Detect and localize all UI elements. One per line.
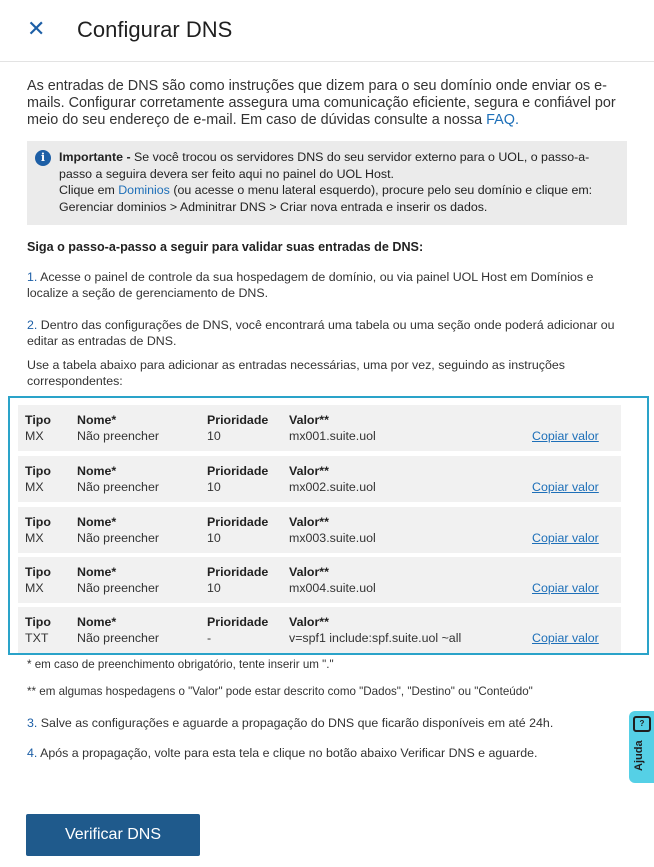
help-tab[interactable] [629,711,654,783]
table-row: Tipo Nome* Prioridade Valor** MX Não preencher 10 mx002.suite.uol Copiar valor [18,456,621,502]
table-row: Tipo Nome* Prioridade Valor** TXT Não preencher - v=spf1 include:spf.suite.uol ~all Copiar valor [18,607,621,653]
chat-help-icon: ? [633,716,651,732]
important-notice: i Importante - Se você trocou os servidores DNS do seu servidor externo para o UOL, o passo-a-passo a seguira devera ser feito aqui no painel do UOL Host. Clique em Dominios (ou acesse o menu lateral esquerdo), procure pelo seu domínio e clique em: Gerenciar dominios > Adminitrar DNS > Criar nova entrada e inserir os dados. [27,141,627,225]
close-icon[interactable]: ✕ [27,16,46,41]
footnote-2: ** em algumas hospedagens o "Valor" pode estar descrito como "Dados", "Destino" ou "Conteúdo" [27,685,533,698]
help-label: Ajuda [633,740,645,771]
copy-value-link[interactable]: Copiar valor [532,631,599,645]
intro-text: As entradas de DNS são como instruções que dizem para o seu domínio onde enviar os e-mails. Configurar corretamente assegura uma comunicação eficiente, segura e confiável por meio do seu endereço de e-mail. Em caso de dúvidas consulte a nossa FAQ. [27,78,616,128]
steps-heading: Siga o passo-a-passo a seguir para validar suas entradas de DNS: [27,240,424,254]
step-1: 1. Acesse o painel de controle da sua hospedagem de domínio, ou via painel UOL Host em Domínios e localize a seção de gerenciamento de DNS. [27,270,594,300]
table-row: Tipo Nome* Prioridade Valor** MX Não preencher 10 mx004.suite.uol Copiar valor [18,557,621,603]
step-3: 3. Salve as configurações e aguarde a propagação do DNS que ficarão disponíveis em até 24h. [27,716,554,730]
step-2: 2. Dentro das configurações de DNS, você encontrará uma tabela ou uma seção onde poderá adicionar ou editar as entradas de DNS. [27,318,615,348]
header [0,0,654,62]
info-icon: i [35,150,51,166]
page-title: Configurar DNS [77,17,233,42]
faq-link[interactable]: FAQ. [486,112,519,128]
copy-value-link[interactable]: Copiar valor [532,531,599,545]
verify-dns-button[interactable]: Verificar DNS [26,814,200,856]
table-intro: Use a tabela abaixo para adicionar as entradas necessárias, uma por vez, seguindo as instruções correspondentes: [27,358,565,388]
dominios-link[interactable]: Dominios [118,183,170,197]
footnote-1: * em caso de preenchimento obrigatório, tente inserir um "." [27,658,334,671]
table-row: Tipo Nome* Prioridade Valor** MX Não preencher 10 mx003.suite.uol Copiar valor [18,507,621,553]
step-4: 4. Após a propagação, volte para esta tela e clique no botão abaixo Verificar DNS e aguarde. [27,746,538,760]
copy-value-link[interactable]: Copiar valor [532,429,599,443]
copy-value-link[interactable]: Copiar valor [532,581,599,595]
copy-value-link[interactable]: Copiar valor [532,480,599,494]
table-row: Tipo Nome* Prioridade Valor** MX Não preencher 10 mx001.suite.uol Copiar valor [18,405,621,451]
